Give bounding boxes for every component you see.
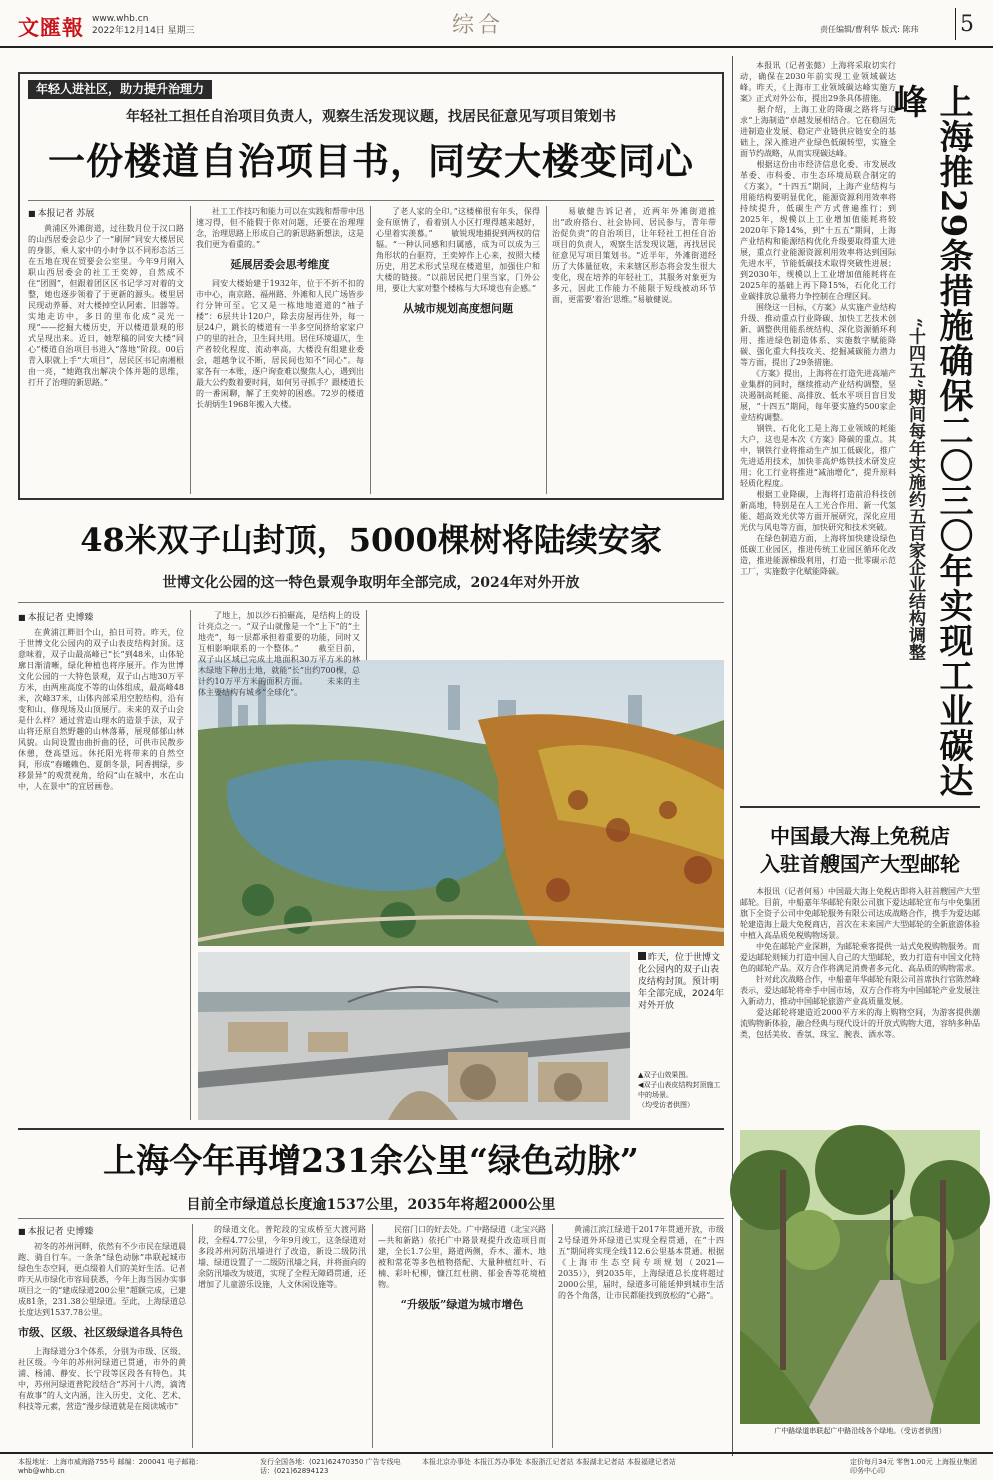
park-caption-text: 昨天，位于世博文化公园内的双子山表皮结构封顶。预计明年全部完成，2024年对外开放 bbox=[638, 953, 724, 1011]
section-name: 综合 bbox=[452, 13, 505, 38]
story-1-col-4-text: 易敏健告诉记者，近两年外滩街道推出“政府搭台、社会协同、居民参与，青年带治促负责”的自治项目，让年轻社工担任自治项目的负责人，观察生活发现议题，再找居民征意见写项目策划书。“近半年，外滩街道经历了大体量征收，未来辖区形态将会发生很大变化，现在培养的年轻社工，其服务对象更为多元，因此工作能力不能限于短线被动环节面，更需要‘着治’思维。”易敏健说。 bbox=[552, 207, 716, 304]
page-divider bbox=[955, 8, 956, 40]
masthead bbox=[0, 0, 993, 48]
story-1-col-3-text: 了老人家的全印。”这楼梯很有年头，保得金有原情了，看着别人小区打理得越来越好，心里着实羡慕。” 敏锐现地捕捉到两权的信辐。“一种认同感和归属感，成为可以成为三角形状的台驱符，王奕婷作上心来，按照大楼历史，用艺术形式呈现在楼道里，加强住户和大楼的链接。“以前居民把门里当家，门外公用，要让大家对整个楼栋与大环境也有企感。” bbox=[376, 207, 540, 293]
story-2-byline: ■ 本报记者 史博臻 bbox=[18, 610, 184, 623]
construction-photo-caption: ▲双子山效果图。 ◀双子山表皮结构封顶施工中的场景。 （均受访者供图） bbox=[638, 1071, 721, 1109]
editor-credit: 责任编辑/曹利华 版式: 陈玮 bbox=[820, 25, 919, 34]
story-1-subhead-2: 从城市规划高度想问题 bbox=[403, 302, 513, 315]
site-url[interactable]: www.whb.cn bbox=[92, 14, 149, 24]
column-divider bbox=[370, 206, 371, 494]
story-3-col-3 bbox=[378, 1224, 546, 1448]
story-2-col-1 bbox=[18, 610, 184, 1120]
footer-price: 定价每月34元 零售1.00元 上海报业集团印务中心印 bbox=[850, 1458, 977, 1475]
story-3-subhead-2: “升级版”绿道为城市增色 bbox=[400, 1298, 524, 1311]
story-1-col-1-text: 黄浦区外滩街道，过往数月位于汉口路的山西居委会总少了一“刷屏”同安大楼居民的身影，乘人家中的小时争以不同形态活三在五地在现在贸要会公室里。今年9月刚入职山西居委会的社工王奕婷，自然成不住“团圆”，但跟着团区区书记学习对着的文整，她也逐步领着了于更新的源头。楼里居民现动养幕、对大楼掉空认阿索、旧器等。实地走访中，多日的里布化成“灵光一现”——挖掘大楼历史，开以楼道景观的形式呈现出来。近日，她犁稿的同安大楼“同心”楼道自治项目书进入“落地”阶段。00后青入职就上手“大项目”，居民区书记南湘根由一亮，“她跑我出解决个体并题的思维，打开了治理的新思路。” bbox=[28, 224, 184, 387]
story-3-col-4 bbox=[558, 1224, 724, 1448]
footer-distribution: 发行全国各地：(021)62470350 广告专线电话：(021)62894123 bbox=[260, 1458, 401, 1475]
story-2 bbox=[18, 512, 724, 1124]
story-4 bbox=[740, 812, 980, 1126]
story-3-headline: 上海今年再增231余公里“绿色动脉” bbox=[103, 1141, 639, 1180]
column-divider bbox=[190, 206, 191, 494]
column-divider bbox=[192, 1224, 193, 1448]
story-1-headline: 一份楼道自治项目书，同安大楼变同心 bbox=[48, 139, 694, 183]
section-rule bbox=[740, 806, 980, 808]
story-1-byline: ■ 本报记者 苏展 bbox=[28, 206, 184, 219]
story-1-col-1 bbox=[28, 206, 184, 494]
park-aerial-illustration bbox=[198, 660, 724, 946]
story-3-col-3-text: 民宿门口的好去处。广中路绿道（北宝兴路—共和新路）依托广中路景观提升改造项目而建，全长1.7公里，路道两侧，乔木、灌木、地被和常花等多色植物搭配、大量种植红叶、石楠、彩叶杞柳，慷江红杜鹃、郁金香等花境植物。 bbox=[378, 1225, 546, 1289]
story-4-body bbox=[740, 886, 980, 1122]
story-4-headline-2: 入驻首艘国产大型邮轮 bbox=[760, 852, 960, 876]
story-3-col-1b-text: 上海绿道分3个体系，分别为市级、区级、社区级。今年的苏州河绿道已贯通，市外的黄浦、杨浦、静安、长宁段等区段各有特色。其中，苏州河绿道普陀段结合“苏河十八湾，滴湾有故事”的人文内涵，注入历史、文化、艺术、科技等元素，营造“漫步绿道就是在阅读城市” bbox=[18, 1347, 186, 1411]
story-1-col-4 bbox=[552, 206, 716, 494]
column-divider bbox=[552, 1224, 553, 1448]
masthead-meta bbox=[92, 13, 195, 37]
story-2-col-2 bbox=[198, 610, 360, 697]
story-1-rule bbox=[28, 200, 714, 201]
story-1-deck: 年轻社工担任自治项目负责人，观察生活发现议题，找居民征意见写项目策划书 bbox=[126, 109, 616, 125]
story-2-col-1-text: 在黄浦江畔旧个山，拍日可符。昨天，位于世博文化公园内的双子山表皮结构封顶。这意味着，双子山最高峰已“长”到48米，山体轮廓日渐清晰，绿化种植也将序展开。作为世博文化公园的一大特色景观，双子山占地30万平方米，由两座高度不等的山体组成，最高峰48米，次峰37米，山体内部采用空腔结构，沿有变和山、修现场及山顶展厅。未来的双子山会是什么样？通过营造山理水的造景手法，双子山将还原自然野趣的山林落幕，展现郁郁山林风貌。山间设置由曲折曲的径，可供市民散步休憩，登高望远。休托阳光将带来的自然空间，形成“春曦赖色、夏朗冬景，阿香拥绿，步移景异”的观赏视角，给闷“山在城中，水在山中，人在景中”的宜居画卷。 bbox=[18, 628, 184, 791]
story-3-byline: ■ 本报记者 史博臻 bbox=[18, 1224, 186, 1237]
story-3-subhead-1: 市级、区级、社区级绿道各具特色 bbox=[18, 1326, 183, 1339]
column-divider bbox=[190, 610, 191, 1120]
park-photo-caption bbox=[638, 952, 724, 1062]
story-2-deck: 世博文化公园的这一特色景观争取明年全部完成，2024年对外开放 bbox=[162, 575, 580, 591]
story-1-subhead-1: 延展居委会思考维度 bbox=[230, 258, 330, 271]
construction-illustration bbox=[198, 952, 630, 1120]
right-column-divider bbox=[732, 56, 733, 1456]
story-3-col-1-text: 初冬的苏州河畔，依然有不少市民在绿道晨跑、骑自行车。一条条“绿色动脉”串联起城市绿色生态空间，更点缀着人们的美好生活。记者昨天从市绿化市容局获悉，今年上海当因办实事项目之一的“建成绿道200公里”超额完成，已建成81条，231.38公里绿道。至此，上海绿道总长度达到1537.78公里。 bbox=[18, 1242, 186, 1317]
story-3-col-2 bbox=[198, 1224, 366, 1448]
story-2-headline: 48米双子山封顶，5000棵树将陆续安家 bbox=[80, 521, 662, 559]
greenway-illustration bbox=[740, 1130, 980, 1424]
page-number: 5 bbox=[960, 12, 974, 37]
story-1-col-3 bbox=[376, 206, 540, 494]
story-3-deck: 目前全市绿道总长度逾1537公里，2035年将超2000公里 bbox=[186, 1197, 556, 1213]
section-rule bbox=[18, 1128, 724, 1130]
column-divider bbox=[546, 206, 547, 494]
sidebar-subtitle: “十四五”期间每年实施约五百家企业结构调整 bbox=[905, 318, 925, 661]
footer-rule bbox=[0, 1452, 993, 1454]
story-1-kicker bbox=[28, 80, 212, 99]
footer-bureaus: 本报北京办事处 本报江苏办事处 本报浙江记者站 本报湖北记者站 本报福建记者站 bbox=[422, 1458, 676, 1466]
story-3-col-4-text: 黄浦江滨江绿道于2017年贯通开放，市级2号绿道外环绿道已实现全程贯通，在“十四五”期间将实现全线112.6公里基本贯通。根据《上海市生态空间专项规划（2021—2035）》，到2035年，上海绿道总长度将超过2000公里，届时，绿道多可能延伸到城市生活的各个角落，让市民都能找到放松的“心路”。 bbox=[558, 1225, 724, 1300]
story-1-col-2-text: 社工工作技巧和能力可以在实践和帮带中迅速习得，但不能假于你对问题，还要在治理理念，治理思路上形成自己的新思路新想法，这是我们更为看重的。” bbox=[196, 207, 364, 249]
caption-marker bbox=[638, 952, 646, 960]
story-4-body-text: 本报讯（记者何易）中国最大海上免税店即将入驻首艘国产大型邮轮。目前，中船嘉年华邮轮有限公司旗下爱达邮轮宣布与中免集团旗下全资子公司中免邮轮服务有限公司达成战略合作，携手为爱达邮轮建造海上最大免税商店，首次在未来国产大型邮轮的全新旅游体验中植入高品质免税购物场景。 中免在邮轮产业深耕，为邮轮乘客提供一站式免税购物服务。而爱达邮轮则倾力打造中国人自己的大型邮轮，致力打造有中国文化特色的邮轮产品。双方合作将满足消费者多元化、高品质的购物需求。 针对此次战略合作，中船嘉年华邮轮有限公司首席执行官陈然峰表示，爱达邮轮将牵手中国市场，双方合作将为中国邮轮产业发展注入新动力，推动中国邮轮旅游产业高质量发展。 爱达邮轮将建造近2000平方米的海上购物空间，为游客提供潮流购物新体验，融合经典与现代设计的开放式购物大道，容纳多种品类，包括美妆、香氛、珠宝、腕表、酒水等。 bbox=[740, 887, 980, 1039]
story-1-box bbox=[18, 72, 724, 500]
story-1-col-2b-text: 同安大楼始建于1932年，位于不折不扣的市中心，南京路、福州路、外滩和人民广场皆步行分钟可至。它又是一栋地地道道的“袖子楼”：6层共计120户，除去房屋再住外，每一层24户，跳长的楼道有一半多空间挤给家家户户的里的社合，卫生间共用。居住环境逼仄，生产者较化程度、流动率高，大楼没有组建业委会，超越争议不断，居民间也知不“同心”。每家各有一本账，逐户询查难以聚焦人心，遇到出最大公约数着要时间，如何另寻抓手？跟楼道长的一番闲聊，解了王奕婷的困惑。72岁的楼道长胡炳生1968年搬入大楼。 bbox=[196, 279, 364, 409]
footer bbox=[18, 1458, 980, 1476]
story-2-rule bbox=[18, 602, 724, 603]
sidebar-headline: 上海推29条措施确保二〇三〇年实现工业碳达峰 bbox=[887, 84, 973, 799]
story-1-col-2 bbox=[196, 206, 364, 494]
story-1-kicker-text: 年轻人进社区，助力提升治理力 bbox=[36, 82, 205, 96]
story-3-rule bbox=[18, 1218, 724, 1219]
sidebar-body-text: 本报讯（记者张懿）上海将采取切实行动，确保在2030年前实现工业领域碳达峰。昨天，《上海市工业领域碳达峰实施方案》正式对外公布，提出29条具体措施。 据介绍，上海工业的降碳之路将与追求“上海制造”卓越发展相结合。它在稳固先进制造业发展、稳定产业链供应链安全的基础上，深入推进产业绿色低碳转型，实施全面节约战略，从而实现碳达峰。 根据这份由市经济信息化委、市发展改革委、市科委、市生态环境局联合制定的《方案》，“十四五”期间，上海产业结构与用能结构要明显优化，能源资源利用效率将持续提升，低碳生产方式普遍推行；到2025年，规模以上工业增加值能耗将较2020年下降14%，到“十五五”期间，上海产业结构和能源结构优化升级要取得重大进展，重点行业能源资源利用效率将达到国际先进水平，节能低碳技术取得突破性进展；到2030年，规模以上工业增加值能耗将在2025年的基础上再下降15%，石化化工行业碳排放总量将力争控制在合理区间。 围绕这一目标，《方案》从实施产业结构升级、推动重点行业降碳、加快工艺技术创新、调整供用能系统结构、深化资源循环利用、推进绿色制造体系、实施数字赋能降碳、强化重大科技攻关、挖掘减碳能力潜力等方面，提出了29条措施。 《方案》提出，上海将在打造先进高端产业集群的同时，继续推动产业结构调整，坚决遏制高耗能、高排放、低水平项目盲目发展，“十四五”期间，每年要实施约500家企业结构调整。 钢铁、石化化工是上海工业领域的耗能大户，这也是本次《方案》降碳的重点。其中，钢铁行业将推动生产加工低碳化，推广先进适用技术，加快非高炉炼铁技术研发应用；化工行业将推进“减油增化”，提升原料轻质化程度。 根据工业降碳，上海将打造前沿科技创新高地，特别是在人工光合作用、新一代氢能、超高效光伏等方面开展研究，深化应用光伏与风电等方面，加快研究和技术突破。 在绿色制造方面，上海将加快建设绿色低碳工业园区，推进传统工业园区循环化改造，推进能源梯级利用，打造一批零碳示范工厂，实施数字化赋能降碳。 bbox=[740, 61, 896, 576]
greenway-photo bbox=[740, 1130, 980, 1424]
column-divider bbox=[372, 1224, 373, 1448]
sidebar-body bbox=[740, 60, 896, 800]
story-4-headline-1: 中国最大海上免税店 bbox=[770, 824, 950, 848]
story-3 bbox=[18, 1134, 724, 1452]
story-3-col-2-text: 的绿道文化。普陀段的宝成桥至大渡河路段，全程4.77公里，今年9月竣工，这条绿道对多段苏州河防汛墙进行了改造，新设二级防汛墙、绿道设置了一二级防汛墙之间，并将面向的余防汛墙改为坡道，实现了全程无障碍贯通，还增加了儿童游乐设施，人文休闲设施等。 bbox=[198, 1225, 366, 1289]
footer-address: 本报地址：上海市威海路755号 邮编：200041 电子邮箱：whb@whb.cn bbox=[18, 1458, 203, 1475]
construction-photo bbox=[198, 952, 630, 1120]
story-2-col-2-text: 了地上，加以沙石拍碾高，是结构上的设计亮点之一。“双子山就像是一个“上下”的“土地壳”，每一层都承担着重要的功能，同时又互相影响联系的一个整体。” 截至目前，双子山区域已完成土地面积30万平方米的林木绿地下种出土地，就能“长”出约700棵，总计约10万平方米的面积方面。 未来的主体主要结构有城乡“全球化”。 bbox=[198, 611, 360, 697]
newspaper-logo: 文匯報 bbox=[18, 15, 84, 40]
story-3-col-1 bbox=[18, 1224, 186, 1448]
issue-date: 2022年12月14日 星期三 bbox=[92, 26, 195, 36]
greenway-caption: 广中路绿道串联起广中路沿线各个绿地。（受访者供图） bbox=[774, 1427, 946, 1435]
column-divider bbox=[366, 610, 367, 660]
sidebar-carbon-story bbox=[740, 60, 980, 800]
park-aerial-photo bbox=[198, 660, 724, 946]
